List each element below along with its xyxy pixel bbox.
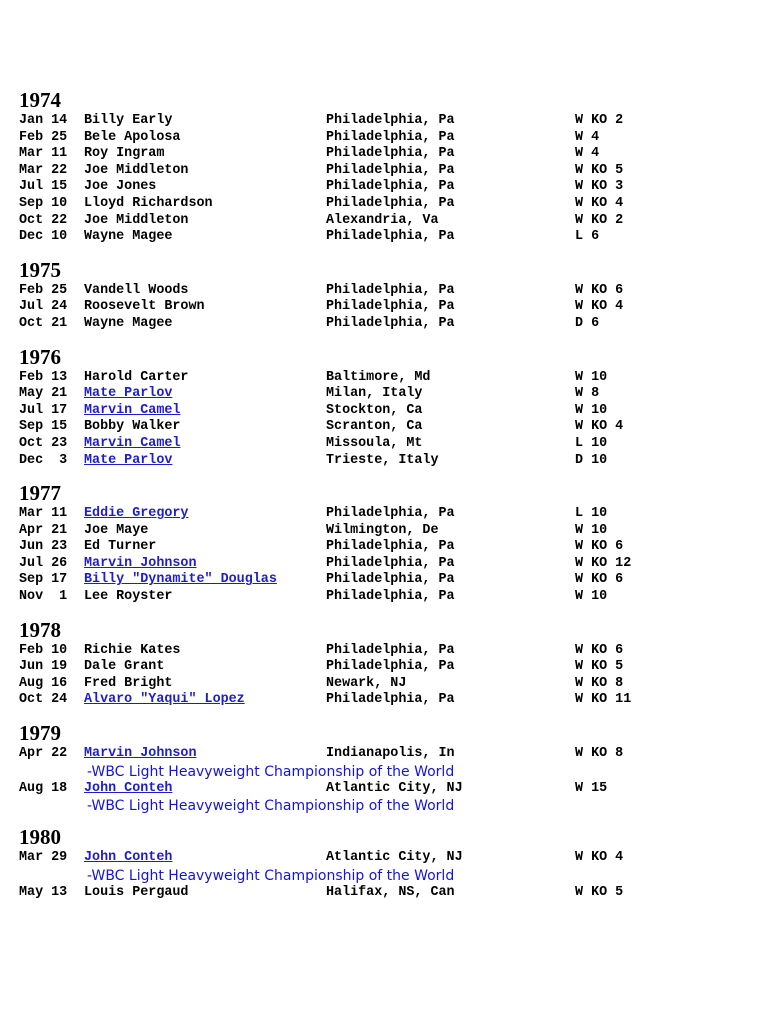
fight-row	[19, 213, 759, 230]
fight-date: Sep 15	[19, 419, 68, 435]
fight-result: W 15	[575, 780, 608, 796]
fight-result: L 6	[575, 229, 600, 245]
fight-location: Indianapolis, In	[326, 746, 455, 762]
fight-location: Atlantic City, NJ	[326, 780, 463, 796]
fight-result: W KO 6	[575, 642, 624, 658]
fight-location: Baltimore, Md	[326, 369, 431, 385]
opponent-name: Joe Jones	[84, 179, 157, 195]
opponent-name: Ed Turner	[84, 539, 157, 555]
fight-date: Jun 23	[19, 539, 68, 555]
fight-location: Halifax, NS, Can	[326, 884, 455, 900]
fight-row	[19, 572, 759, 589]
fight-location: Philadelphia, Pa	[326, 539, 455, 555]
opponent-link[interactable]: Marvin Johnson	[84, 746, 197, 762]
opponent-link[interactable]: Billy "Dynamite" Douglas	[84, 572, 277, 588]
year-section	[19, 721, 759, 815]
fight-date: Oct 24	[19, 692, 68, 708]
opponent-name: Vandell Woods	[84, 282, 189, 298]
fight-result: D 6	[575, 315, 600, 331]
fight-location: Philadelphia, Pa	[326, 179, 455, 195]
opponent-name: Joe Middleton	[84, 212, 189, 228]
fight-location: Missoula, Mt	[326, 435, 423, 451]
fight-date: Jul 26	[19, 555, 68, 571]
fight-result: W KO 6	[575, 572, 624, 588]
fight-row	[19, 299, 759, 316]
fight-row	[19, 436, 759, 453]
fight-date: Jul 17	[19, 402, 68, 418]
fight-row	[19, 556, 759, 573]
fight-date: Feb 13	[19, 369, 68, 385]
fight-location: Stockton, Ca	[326, 402, 423, 418]
fight-date: Feb 10	[19, 642, 68, 658]
fight-result: W KO 11	[575, 692, 632, 708]
fight-row	[19, 781, 759, 798]
fight-result: W 4	[575, 129, 600, 145]
opponent-name: Wayne Magee	[84, 315, 173, 331]
opponent-name: Roosevelt Brown	[84, 299, 205, 315]
fight-date: Jul 24	[19, 299, 68, 315]
fight-row	[19, 850, 759, 867]
fight-row	[19, 419, 759, 436]
opponent-name: Roy Ingram	[84, 146, 165, 162]
opponent-name: Richie Kates	[84, 642, 181, 658]
opponent-link[interactable]: Eddie Gregory	[84, 506, 189, 522]
fight-location: Philadelphia, Pa	[326, 299, 455, 315]
year-heading: 1980	[19, 825, 61, 850]
fight-location: Philadelphia, Pa	[326, 229, 455, 245]
fight-date: Apr 22	[19, 746, 68, 762]
fight-date: May 13	[19, 884, 68, 900]
year-section	[19, 258, 759, 333]
fight-location: Newark, NJ	[326, 675, 407, 691]
opponent-link[interactable]: Alvaro "Yaqui" Lopez	[84, 692, 245, 708]
fight-row	[19, 130, 759, 147]
opponent-link[interactable]: Marvin Camel	[84, 435, 181, 451]
fight-location: Trieste, Italy	[326, 452, 439, 468]
fight-location: Wilmington, De	[326, 522, 439, 538]
fight-date: Mar 22	[19, 162, 68, 178]
fight-row	[19, 386, 759, 403]
fight-result: W KO 4	[575, 195, 624, 211]
fight-location: Philadelphia, Pa	[326, 195, 455, 211]
fight-location: Philadelphia, Pa	[326, 692, 455, 708]
fight-date: Dec 10	[19, 229, 68, 245]
year-section	[19, 88, 759, 246]
opponent-name: Harold Carter	[84, 369, 189, 385]
fight-row	[19, 146, 759, 163]
fight-date: Aug 18	[19, 780, 68, 796]
year-heading: 1976	[19, 344, 61, 369]
fight-location: Scranton, Ca	[326, 419, 423, 435]
opponent-link[interactable]: John Conteh	[84, 780, 173, 796]
fight-date: Oct 23	[19, 435, 68, 451]
fight-result: W KO 6	[575, 282, 624, 298]
fight-result: W 8	[575, 386, 600, 402]
fight-result: W KO 3	[575, 179, 624, 195]
fight-row	[19, 316, 759, 333]
fight-result: W 10	[575, 369, 608, 385]
opponent-link[interactable]: Mate Parlov	[84, 386, 173, 402]
fight-result: W KO 4	[575, 299, 624, 315]
fight-location: Philadelphia, Pa	[326, 129, 455, 145]
fight-row	[19, 676, 759, 693]
fight-date: Oct 22	[19, 212, 68, 228]
opponent-link[interactable]: Marvin Johnson	[84, 555, 197, 571]
opponent-link[interactable]: Marvin Camel	[84, 402, 181, 418]
year-section	[19, 618, 759, 709]
opponent-name: Bele Apolosa	[84, 129, 181, 145]
fight-location: Philadelphia, Pa	[326, 642, 455, 658]
fight-result: W 10	[575, 589, 608, 605]
fight-result: W KO 6	[575, 539, 624, 555]
fight-row	[19, 163, 759, 180]
fight-result: L 10	[575, 506, 608, 522]
year-heading: 1975	[19, 257, 61, 282]
fight-row	[19, 229, 759, 246]
fight-row	[19, 453, 759, 470]
opponent-name: Wayne Magee	[84, 229, 173, 245]
fight-result: W KO 5	[575, 659, 624, 675]
fight-result: W 10	[575, 402, 608, 418]
fight-location: Philadelphia, Pa	[326, 589, 455, 605]
opponent-name: Billy Early	[84, 113, 173, 128]
fight-date: Jul 15	[19, 179, 68, 195]
fight-location: Milan, Italy	[326, 386, 423, 402]
fight-location: Philadelphia, Pa	[326, 572, 455, 588]
fight-row	[19, 746, 759, 763]
fight-row	[19, 659, 759, 676]
fight-row	[19, 403, 759, 420]
fight-date: Sep 17	[19, 572, 68, 588]
fight-date: Sep 10	[19, 195, 68, 211]
fight-row	[19, 885, 759, 902]
fight-location: Philadelphia, Pa	[326, 659, 455, 675]
fight-location: Philadelphia, Pa	[326, 315, 455, 331]
fight-location: Philadelphia, Pa	[326, 146, 455, 162]
fight-result: W KO 8	[575, 746, 624, 762]
fight-result: W KO 5	[575, 884, 624, 900]
fight-row	[19, 589, 759, 606]
opponent-name: Joe Maye	[84, 522, 149, 538]
opponent-name: Dale Grant	[84, 659, 165, 675]
fight-date: Apr 21	[19, 522, 68, 538]
championship-note: -WBC Light Heavyweight Championship of the World	[87, 867, 455, 884]
fight-result: W KO 2	[575, 113, 624, 128]
year-heading: 1974	[19, 88, 61, 112]
fight-row	[19, 113, 759, 130]
fight-date: Jan 14	[19, 113, 68, 128]
opponent-name: Lloyd Richardson	[84, 195, 213, 211]
opponent-name: Louis Pergaud	[84, 884, 189, 900]
opponent-name: Bobby Walker	[84, 419, 181, 435]
fight-date: Aug 16	[19, 675, 68, 691]
fight-date: Oct 21	[19, 315, 68, 331]
fight-date: Nov 1	[19, 589, 68, 605]
championship-note: -WBC Light Heavyweight Championship of the World	[87, 798, 455, 815]
year-heading: 1979	[19, 721, 61, 746]
championship-note: -WBC Light Heavyweight Championship of the World	[87, 763, 455, 780]
fight-location: Alexandria, Va	[326, 212, 439, 228]
opponent-name: Joe Middleton	[84, 162, 189, 178]
fight-result: W KO 4	[575, 419, 624, 435]
year-section	[19, 481, 759, 606]
fight-result: W KO 8	[575, 675, 624, 691]
fight-date: Mar 11	[19, 146, 68, 162]
fight-row	[19, 283, 759, 300]
fight-result: L 10	[575, 435, 608, 451]
fight-result: W KO 12	[575, 555, 632, 571]
year-section	[19, 825, 759, 901]
fight-row	[19, 370, 759, 387]
fight-row	[19, 196, 759, 213]
fight-date: Dec 3	[19, 452, 68, 468]
opponent-link[interactable]: Mate Parlov	[84, 452, 173, 468]
fight-result: W KO 2	[575, 212, 624, 228]
fight-location: Philadelphia, Pa	[326, 282, 455, 298]
opponent-name: Lee Royster	[84, 589, 173, 605]
fight-date: Feb 25	[19, 129, 68, 145]
fight-row	[19, 643, 759, 660]
fight-result: W KO 4	[575, 850, 624, 866]
fight-location: Philadelphia, Pa	[326, 162, 455, 178]
fight-location: Philadelphia, Pa	[326, 506, 455, 522]
year-heading: 1977	[19, 481, 61, 506]
fight-date: May 21	[19, 386, 68, 402]
year-section	[19, 345, 759, 470]
fight-row	[19, 179, 759, 196]
fight-result: W 10	[575, 522, 608, 538]
fight-location: Philadelphia, Pa	[326, 555, 455, 571]
year-heading: 1978	[19, 617, 61, 642]
opponent-name: Fred Bright	[84, 675, 173, 691]
fight-date: Mar 11	[19, 506, 68, 522]
opponent-link[interactable]: John Conteh	[84, 850, 173, 866]
fight-row	[19, 523, 759, 540]
fight-row	[19, 692, 759, 709]
fight-row	[19, 506, 759, 523]
fight-date: Feb 25	[19, 282, 68, 298]
fight-record	[19, 88, 759, 911]
fight-location: Philadelphia, Pa	[326, 113, 455, 128]
fight-location: Atlantic City, NJ	[326, 850, 463, 866]
fight-result: W KO 5	[575, 162, 624, 178]
fight-result: D 10	[575, 452, 608, 468]
fight-date: Mar 29	[19, 850, 68, 866]
fight-date: Jun 19	[19, 659, 68, 675]
fight-result: W 4	[575, 146, 600, 162]
fight-row	[19, 539, 759, 556]
